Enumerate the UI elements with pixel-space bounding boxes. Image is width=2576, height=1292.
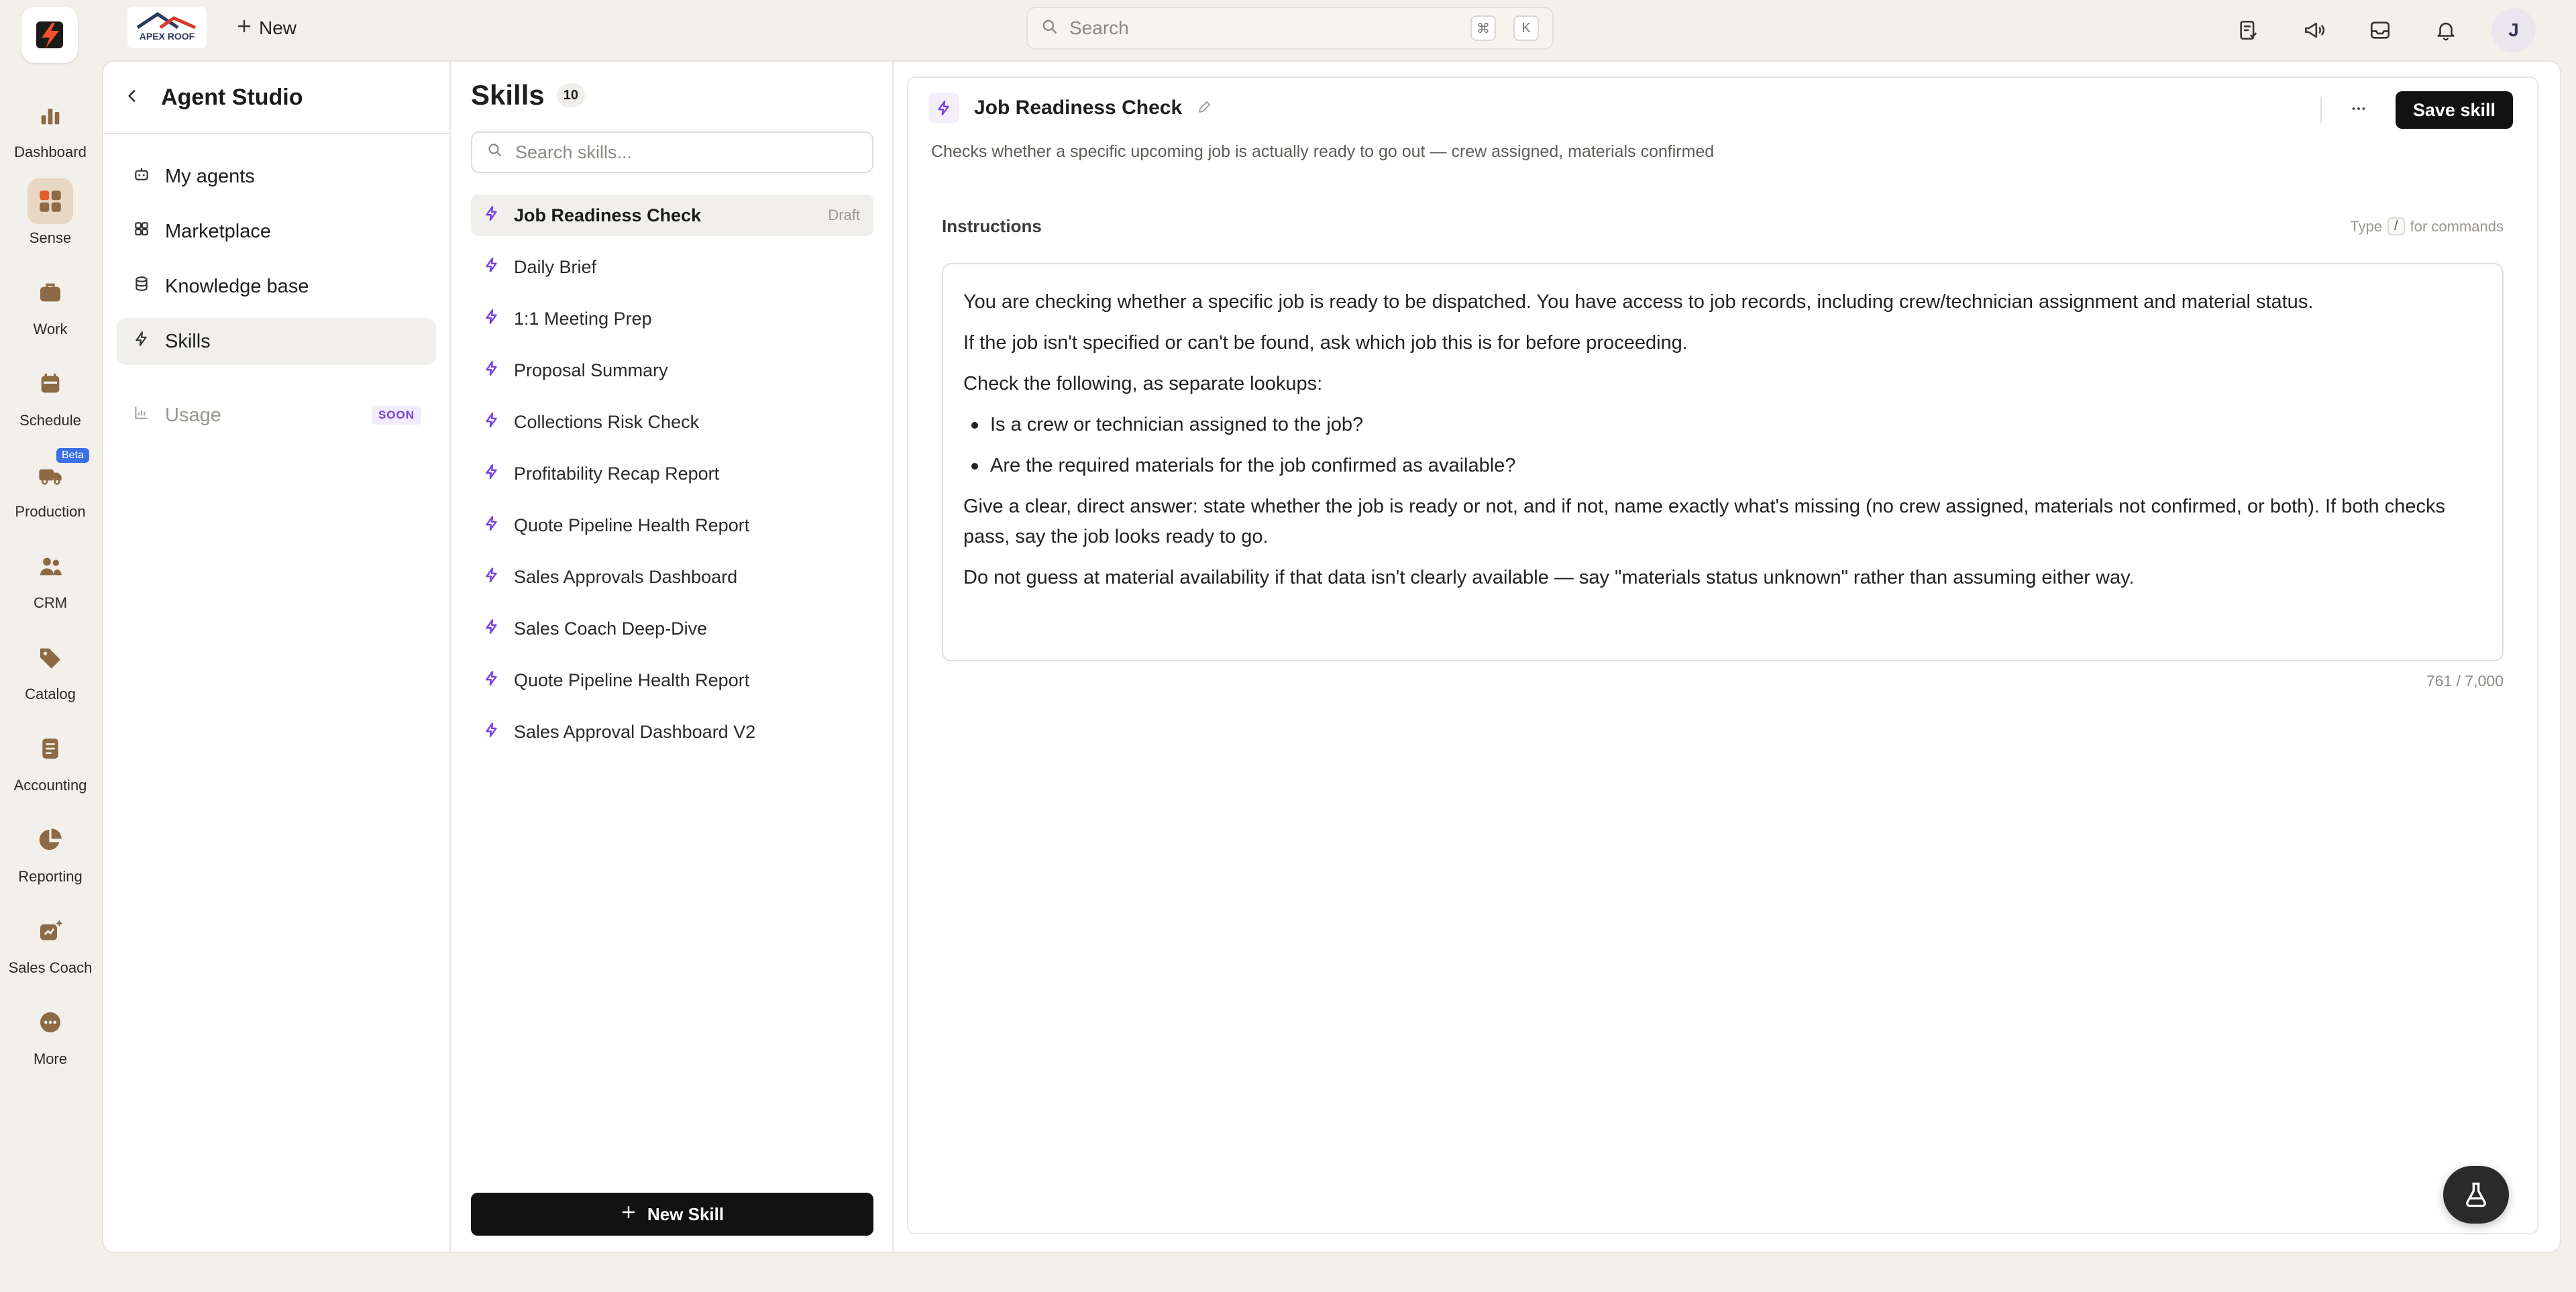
checklist-icon[interactable] [2229,10,2269,50]
rail-label: Schedule [19,412,81,429]
more-icon [28,1000,73,1045]
hint-rest: for commands [2410,217,2504,235]
skills-count-badge: 10 [557,83,585,107]
instruction-list [963,410,2482,481]
rail-item-more[interactable] [0,1000,101,1068]
skill-label: Proposal Summary [514,360,668,380]
usage-label: Usage [165,404,221,426]
bolt-icon [483,308,500,330]
instructions-textarea[interactable] [942,263,2504,661]
rail-item-dashboard[interactable] [0,93,101,161]
rail-item-catalog[interactable] [0,635,101,703]
nav-label: Knowledge base [165,275,309,297]
nav-item-knowledge-base[interactable] [117,263,436,310]
skill-item[interactable] [471,659,873,701]
bolt-icon [483,360,500,382]
bolt-icon [483,256,500,278]
bolt-icon [483,618,500,640]
command-hint [2350,217,2504,235]
rail-label: Reporting [18,868,83,885]
bell-icon[interactable] [2426,10,2466,50]
studio-header [103,62,449,134]
nav-item-marketplace[interactable] [117,208,436,255]
new-skill-button[interactable] [471,1193,873,1236]
skill-description[interactable]: Checks whether a specific upcoming job is actually ready to go out — crew assigned, materials confirmed [931,142,1715,161]
instruction-paragraph: You are checking whether a specific job is ready to be dispatched. You have access to job records, including crew/technician assignment and material status. [963,291,2314,313]
skills-search-placeholder: Search skills... [515,142,633,162]
skill-item[interactable] [471,298,873,339]
instruction-paragraph: Do not guess at material availability if that data isn't clearly available — say "materials status unknown" rather than assuming either way. [963,567,2135,588]
skill-list [471,195,873,763]
new-skill-label: New Skill [647,1203,724,1224]
skill-label: 1:1 Meeting Prep [514,308,652,329]
bolt-icon [483,669,500,692]
search-icon [1041,18,1059,39]
rail-label: Accounting [13,777,87,794]
bolt-icon [483,205,500,227]
editor-header [928,93,1213,123]
bolt-icon [133,330,150,353]
calendar-icon [28,361,73,407]
nav-item-usage [117,392,436,439]
skill-label: Quote Pipeline Health Report [514,515,750,535]
bolt-icon [483,515,500,537]
skill-item[interactable] [471,711,873,753]
bolt-icon [483,463,500,485]
pie-icon [28,817,73,863]
pencil-icon[interactable] [1197,99,1213,118]
instruction-paragraph: Check the following, as separate lookups: [963,373,1323,394]
instruction-paragraph: Give a clear, direct answer: state whether the job is ready or not, and if not, name exactly what's missing (no crew assigned, materials not confirmed, or both). If both checks pass, say the job looks ready to go. [963,496,2445,547]
bolt-icon [483,566,500,588]
new-button-label: New [259,17,297,38]
slash-key: / [2387,217,2405,235]
beta-badge: Beta [56,448,89,463]
skill-item[interactable] [471,401,873,443]
soon-badge: SOON [372,406,421,425]
rail-item-accounting[interactable] [0,726,101,794]
skill-item[interactable] [471,608,873,649]
nav-label: My agents [165,165,255,187]
instructions-label: Instructions [942,216,1042,236]
studio-nav [103,134,449,439]
grid-icon [28,178,73,224]
tag-icon [28,635,73,680]
bar-chart-icon [28,93,73,138]
nav-item-skills[interactable] [117,318,436,365]
rail-label: More [33,1051,68,1067]
people-icon [28,543,73,589]
skill-label: Sales Approval Dashboard V2 [514,721,756,742]
rail-label: Sense [29,229,72,246]
skill-label: Sales Coach Deep-Dive [514,618,708,639]
search-icon [487,142,503,163]
user-avatar[interactable]: J [2491,8,2536,52]
skill-label: Profitability Recap Report [514,463,720,484]
inbox-icon[interactable] [2360,10,2400,50]
skill-item[interactable] [471,195,873,236]
skill-label: Quote Pipeline Health Report [514,669,750,690]
nav-label: Skills [165,330,211,352]
new-button[interactable] [229,12,303,44]
rail-item-work[interactable] [0,270,101,338]
bolt-icon [483,721,500,743]
app-logo[interactable] [21,7,78,63]
studio-title: Agent Studio [161,84,303,110]
bot-icon [133,165,150,188]
skill-item[interactable] [471,453,873,494]
instruction-paragraph: If the job isn't specified or can't be found, ask which job this is for before proceeding. [963,332,1688,354]
instruction-bullet: Is a crew or technician assigned to the job? [963,410,2482,440]
skill-title[interactable]: Job Readiness Check [974,97,1183,119]
bolt-icon [928,93,959,123]
top-actions [2229,8,2536,52]
skills-panel [451,62,894,1252]
skill-item[interactable] [471,349,873,391]
global-search-input[interactable] [1026,7,1554,50]
grid-icon [133,220,150,243]
editor-actions [2320,91,2513,129]
rail-item-sales-coach[interactable] [0,908,101,977]
rail-item-sense[interactable] [0,178,101,247]
skill-label: Collections Risk Check [514,411,700,432]
rail-label: Work [33,321,68,337]
skill-label: Job Readiness Check [514,205,702,225]
database-icon [133,275,150,298]
rail-item-reporting[interactable] [0,817,101,885]
editor-panel [907,76,2538,1234]
top-bar [0,0,2576,56]
rail-item-schedule[interactable] [0,361,101,429]
draft-badge: Draft [828,207,860,223]
megaphone-icon[interactable] [2294,10,2334,50]
back-chevron-icon[interactable] [123,87,141,108]
more-horizontal-icon[interactable] [2349,99,2369,122]
skills-title: Skills [471,79,545,111]
flask-icon[interactable] [2443,1166,2509,1224]
shortcut-cmd-key: ⌘ [1470,15,1496,41]
ledger-icon [28,726,73,771]
agent-studio-sidebar [103,62,451,1252]
nav-label: Marketplace [165,220,271,242]
shortcut-k-key: K [1513,15,1539,41]
divider [2320,97,2322,123]
instruction-bullet: Are the required materials for the job confirmed as available? [963,451,2482,481]
coach-icon [28,908,73,954]
search-placeholder: Search [1069,17,1129,38]
brand-logo-text: APEX ROOF [139,31,195,42]
plus-icon [236,17,252,39]
rail-label: Dashboard [14,144,87,160]
main-card [102,60,2561,1253]
skill-label: Daily Brief [514,256,597,277]
plus-icon [621,1204,637,1225]
company-logo[interactable] [127,7,207,48]
skill-label: Sales Approvals Dashboard [514,566,738,587]
skill-editor [892,62,2560,1252]
character-count: 761 / 7,000 [2426,672,2504,690]
briefcase-icon [28,270,73,315]
skill-item[interactable] [471,504,873,546]
skills-search-input[interactable] [471,131,873,173]
rail-label: CRM [33,594,68,611]
usage-chart-icon [133,404,150,427]
nav-item-my-agents[interactable] [117,153,436,200]
rail-label: Catalog [25,686,76,702]
save-skill-button[interactable]: Save skill [2396,91,2513,129]
skill-item[interactable] [471,556,873,598]
hint-type: Type [2350,217,2383,235]
rail-label: Sales Coach [8,959,93,976]
apex-roof-logo-icon [131,10,203,45]
skill-item[interactable] [471,246,873,288]
rail-label: Production [15,503,86,520]
rail-item-production[interactable] [0,449,101,521]
rail-item-crm[interactable] [0,543,101,612]
skills-header [471,79,585,111]
bolt-logo-icon [32,17,67,52]
bolt-icon [483,411,500,433]
